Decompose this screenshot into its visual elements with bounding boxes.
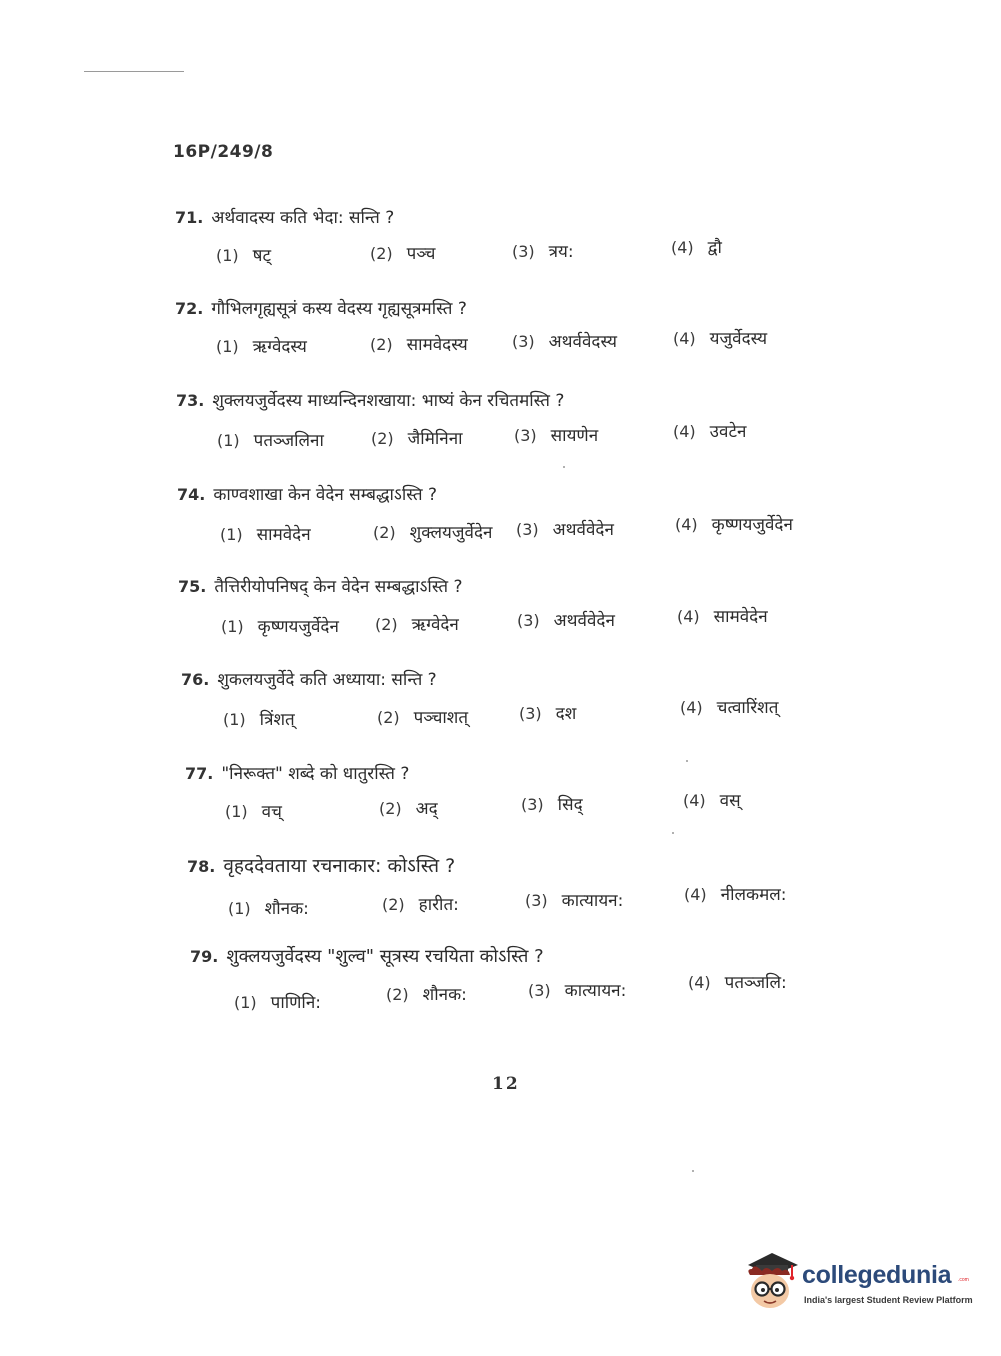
option-number: (4) xyxy=(673,422,696,441)
option-text: कृष्णयजुर्वेदेन xyxy=(711,515,793,535)
option-text: पतञ्जलिना xyxy=(253,431,324,451)
option-text: सिद् xyxy=(557,795,583,815)
option-2 xyxy=(377,705,468,728)
option-1 xyxy=(216,243,271,266)
option-number: (1) xyxy=(216,337,239,356)
option-text: शौनक: xyxy=(422,985,467,1005)
option-number: (1) xyxy=(216,246,239,265)
option-number: (3) xyxy=(516,520,539,539)
collegedunia-logo xyxy=(742,1249,973,1315)
option-text: सामवेदस्य xyxy=(406,335,468,355)
option-text: जैमिनिना xyxy=(407,429,463,449)
option-number: (1) xyxy=(220,525,243,544)
option-1 xyxy=(220,522,311,545)
question-77 xyxy=(0,761,1001,841)
scan-speck xyxy=(692,1170,694,1172)
option-4 xyxy=(683,788,741,811)
question-text: "निरूक्त" शब्दे को धातुरस्ति ? xyxy=(221,764,410,784)
question-78 xyxy=(0,852,1001,932)
option-number: (2) xyxy=(379,799,402,818)
option-4 xyxy=(680,695,778,718)
option-1 xyxy=(228,896,309,919)
option-number: (4) xyxy=(673,329,696,348)
logo-tagline: India's largest Student Review Platform xyxy=(804,1295,973,1305)
option-text: त्रय: xyxy=(548,242,574,262)
option-text: पञ्चाशत् xyxy=(413,708,469,728)
option-number: (1) xyxy=(225,802,248,821)
option-2 xyxy=(375,612,459,635)
mascot-icon xyxy=(742,1249,800,1315)
option-number: (3) xyxy=(517,611,540,630)
question-71 xyxy=(0,205,1001,285)
question-number: 71. xyxy=(175,208,204,227)
option-4 xyxy=(673,419,746,442)
option-number: (4) xyxy=(683,791,706,810)
question-text: शुक्लयजुर्वेदस्य "शुल्व" सूत्रस्य रचयिता कोऽस्ति ? xyxy=(226,946,544,967)
question-75 xyxy=(0,574,1001,654)
option-1 xyxy=(225,799,282,822)
option-number: (2) xyxy=(382,895,405,914)
question-number: 79. xyxy=(190,947,219,966)
option-number: (3) xyxy=(512,242,535,261)
question-number: 74. xyxy=(177,485,206,504)
option-3 xyxy=(525,888,623,911)
question-text: अर्थवादस्य कति भेदा: सन्ति ? xyxy=(211,208,395,228)
option-number: (1) xyxy=(228,899,251,918)
option-text: उवटेन xyxy=(709,422,747,442)
question-text: गौभिलगृह्यसूत्रं कस्य वेदस्य गृह्यसूत्रमस्ति ? xyxy=(211,299,467,319)
option-2 xyxy=(373,520,492,543)
question-number: 77. xyxy=(185,764,214,783)
option-3 xyxy=(521,792,583,815)
option-text: अद् xyxy=(415,799,438,819)
option-text: अथर्ववेदेन xyxy=(553,611,615,631)
option-text: नीलकमल: xyxy=(720,885,787,905)
question-number: 73. xyxy=(176,391,205,410)
option-2 xyxy=(370,332,468,355)
option-4 xyxy=(673,326,767,349)
option-number: (3) xyxy=(528,981,551,1000)
option-text: कात्यायन: xyxy=(561,891,624,911)
option-number: (3) xyxy=(512,332,535,351)
option-number: (4) xyxy=(671,238,694,257)
option-3 xyxy=(514,423,598,446)
option-number: (2) xyxy=(373,523,396,542)
question-number: 75. xyxy=(178,577,207,596)
option-number: (3) xyxy=(521,795,544,814)
question-79 xyxy=(0,944,1001,1024)
option-1 xyxy=(217,428,324,451)
option-3 xyxy=(519,701,576,724)
scan-speck xyxy=(563,466,565,468)
option-number: (1) xyxy=(234,993,257,1012)
option-text: ऋग्वेदेन xyxy=(411,615,459,635)
option-number: (2) xyxy=(370,335,393,354)
option-number: (3) xyxy=(514,426,537,445)
question-74 xyxy=(0,482,1001,562)
option-text: पतञ्जलि: xyxy=(724,973,787,993)
option-1 xyxy=(221,614,339,637)
option-text: कृष्णयजुर्वेदेन xyxy=(257,617,339,637)
question-72 xyxy=(0,296,1001,376)
option-text: सामवेदेन xyxy=(256,525,311,545)
option-number: (4) xyxy=(680,698,703,717)
option-2 xyxy=(379,796,438,819)
option-number: (2) xyxy=(370,244,393,263)
option-3 xyxy=(512,239,574,262)
option-3 xyxy=(517,608,615,631)
option-1 xyxy=(223,707,295,730)
option-1 xyxy=(216,334,307,357)
option-number: (2) xyxy=(377,708,400,727)
option-text: चत्वारिंशत् xyxy=(716,698,779,718)
option-text: शुक्लयजुर्वेदेन xyxy=(409,523,493,543)
question-number: 76. xyxy=(181,670,210,689)
question-73 xyxy=(0,388,1001,468)
option-text: शौनक: xyxy=(264,899,309,919)
option-number: (2) xyxy=(375,615,398,634)
option-text: पाणिनि: xyxy=(270,993,321,1013)
option-text: वच् xyxy=(261,802,282,822)
option-4 xyxy=(677,604,768,627)
option-4 xyxy=(675,512,793,535)
question-text: शुक्लयजुर्वेदस्य माध्यन्दिनशखाया: भाष्यं केन रचितमस्ति ? xyxy=(212,391,565,411)
question-text: वृहददेवताया रचनाकार: कोऽस्ति ? xyxy=(223,855,456,877)
option-text: हारीत: xyxy=(418,895,459,915)
option-2 xyxy=(382,892,459,915)
option-number: (3) xyxy=(525,891,548,910)
option-4 xyxy=(688,970,787,993)
option-text: त्रिंशत् xyxy=(259,710,295,730)
option-text: षट् xyxy=(252,246,272,266)
option-number: (4) xyxy=(675,515,698,534)
question-text: शुकलयजुर्वेदे कति अध्याया: सन्ति ? xyxy=(217,670,437,690)
question-text: तैत्तिरीयोपनिषद् केन वेदेन सम्बद्धाऽस्ति ? xyxy=(214,577,463,597)
question-number: 78. xyxy=(187,857,216,876)
logo-domain-suffix: .com xyxy=(958,1277,969,1283)
option-number: (3) xyxy=(519,704,542,723)
page-number: 12 xyxy=(492,1074,520,1094)
option-2 xyxy=(371,426,463,449)
option-number: (2) xyxy=(371,429,394,448)
option-3 xyxy=(512,329,617,352)
option-text: सामवेदेन xyxy=(713,607,768,627)
option-number: (4) xyxy=(677,607,700,626)
option-number: (1) xyxy=(221,617,244,636)
option-number: (4) xyxy=(684,885,707,904)
option-number: (1) xyxy=(217,431,240,450)
option-text: सायणेन xyxy=(550,426,599,446)
question-text: काण्वशाखा केन वेदेन सम्बद्धाऽस्ति ? xyxy=(213,485,437,505)
top-rule xyxy=(84,71,184,72)
option-text: यजुर्वेदस्य xyxy=(709,329,768,349)
option-text: ऋग्वेदस्य xyxy=(252,337,307,357)
option-text: अथर्ववेदेन xyxy=(552,520,614,540)
option-number: (1) xyxy=(223,710,246,729)
option-text: वस् xyxy=(719,791,741,811)
option-3 xyxy=(528,978,626,1001)
option-2 xyxy=(386,982,467,1005)
question-number: 72. xyxy=(175,299,204,318)
option-number: (4) xyxy=(688,973,711,992)
option-1 xyxy=(234,990,321,1013)
option-4 xyxy=(684,882,787,905)
option-3 xyxy=(516,517,614,540)
question-76 xyxy=(0,667,1001,747)
option-2 xyxy=(370,241,435,264)
scan-speck xyxy=(672,832,674,834)
scan-speck xyxy=(686,760,688,762)
option-text: पञ्च xyxy=(406,244,436,264)
option-text: कात्यायन: xyxy=(564,981,627,1001)
option-text: अथर्ववेदस्य xyxy=(548,332,617,352)
option-text: दश xyxy=(555,704,577,724)
option-number: (2) xyxy=(386,985,409,1004)
paper-code: 16P/249/8 xyxy=(173,142,274,162)
option-text: द्वौ xyxy=(707,238,722,258)
logo-brand-name: collegedunia xyxy=(802,1261,952,1289)
option-4 xyxy=(671,235,722,258)
